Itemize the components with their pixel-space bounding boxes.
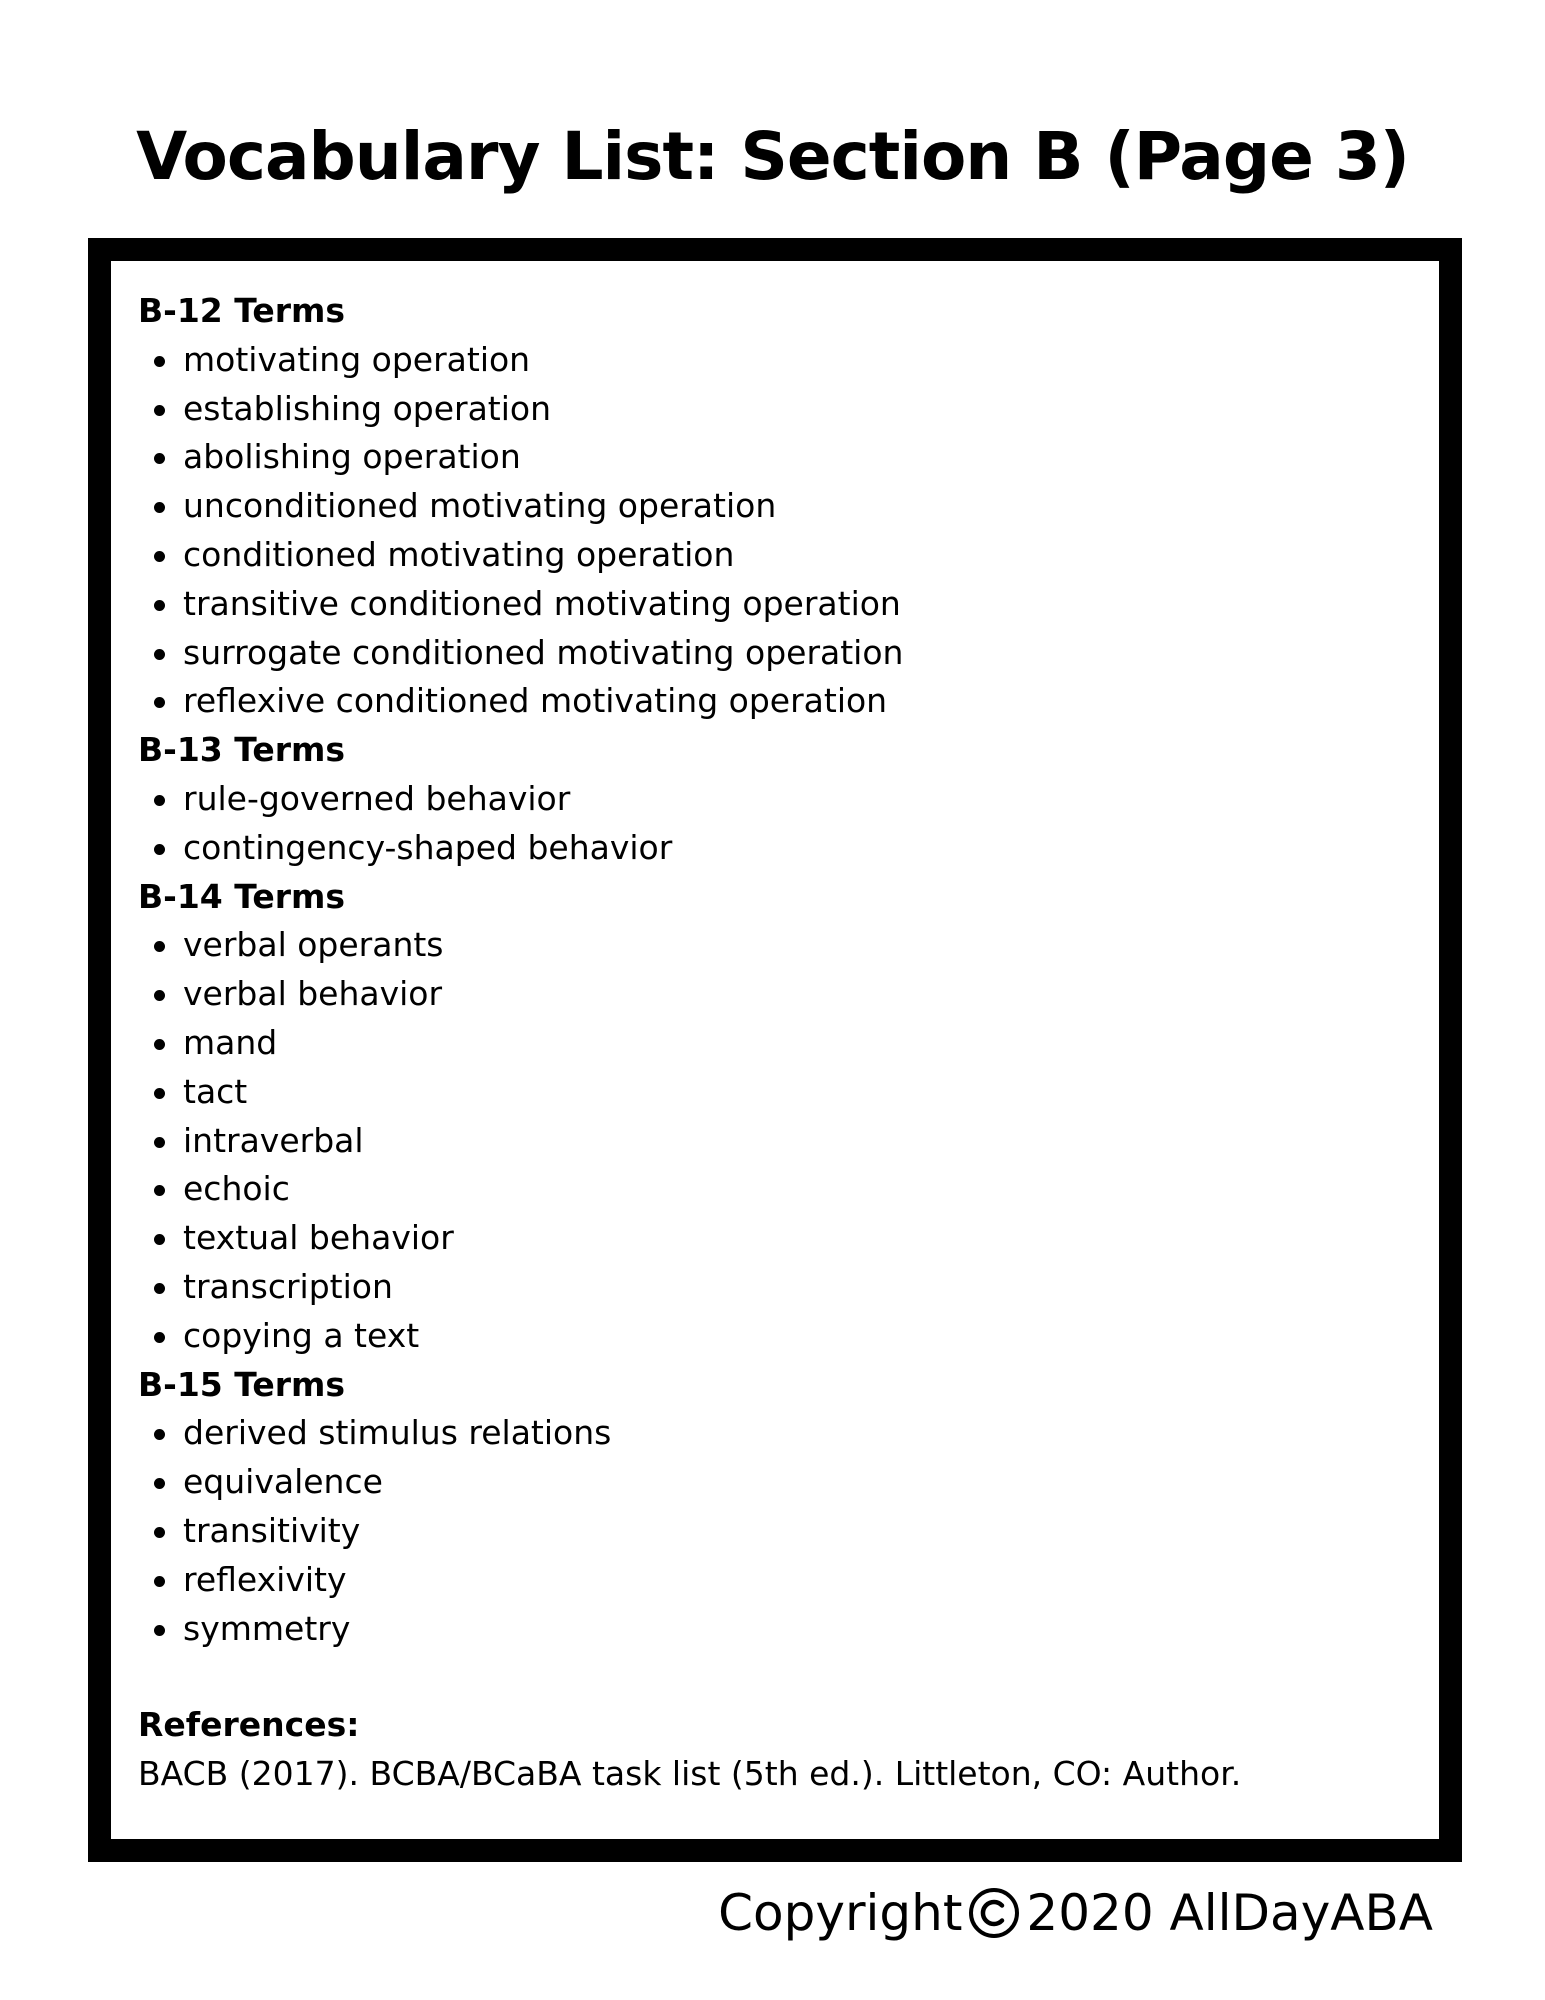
- sections-container: [138, 287, 1419, 1653]
- term-item: symmetry: [138, 1605, 1419, 1654]
- section-heading: B-12 Terms: [138, 291, 346, 330]
- term-list: [138, 336, 1419, 726]
- references-block: [138, 1701, 1419, 1799]
- term-item: intraverbal: [138, 1117, 1419, 1166]
- term-item: rule-governed behavior: [138, 775, 1419, 824]
- copyright-icon: [968, 1887, 1020, 1939]
- term-item: contingency-shaped behavior: [138, 824, 1419, 873]
- copyright-prefix: Copyright: [718, 1884, 963, 1942]
- section-heading: B-14 Terms: [138, 876, 346, 916]
- term-item: verbal operants: [138, 921, 1419, 970]
- term-item: motivating operation: [138, 336, 1419, 385]
- term-item: transitivity: [138, 1507, 1419, 1556]
- references-text: BACB (2017). BCBA/BCaBA task list (5th ed.). Littleton, CO: Author.: [138, 1754, 1242, 1794]
- term-item: conditioned motivating operation: [138, 531, 1419, 580]
- term-item: verbal behavior: [138, 970, 1419, 1019]
- term-item: transitive conditioned motivating operation: [138, 580, 1419, 629]
- term-item: surrogate conditioned motivating operation: [138, 629, 1419, 678]
- copyright-notice: [718, 1878, 1433, 1948]
- term-item: textual behavior: [138, 1214, 1419, 1263]
- term-item: reflexive conditioned motivating operation: [138, 677, 1419, 726]
- term-item: reflexivity: [138, 1556, 1419, 1605]
- term-item: derived stimulus relations: [138, 1409, 1419, 1458]
- term-item: abolishing operation: [138, 433, 1419, 482]
- term-list: [138, 1409, 1419, 1653]
- term-list: [138, 921, 1419, 1360]
- term-item: unconditioned motivating operation: [138, 482, 1419, 531]
- vocabulary-content: [138, 287, 1419, 1799]
- page-title: Vocabulary List: Section B (Page 3): [136, 118, 1409, 195]
- term-item: establishing operation: [138, 385, 1419, 434]
- copyright-suffix: 2020 AllDayABA: [1026, 1884, 1433, 1942]
- term-item: mand: [138, 1019, 1419, 1068]
- term-item: equivalence: [138, 1458, 1419, 1507]
- term-item: echoic: [138, 1165, 1419, 1214]
- section-heading: B-13 Terms: [138, 730, 346, 770]
- section-heading: B-15 Terms: [138, 1364, 346, 1404]
- term-list: [138, 775, 1419, 873]
- vocabulary-box: [88, 238, 1462, 1862]
- term-item: transcription: [138, 1263, 1419, 1312]
- term-item: copying a text: [138, 1312, 1419, 1361]
- references-heading: References:: [138, 1705, 360, 1745]
- term-item: tact: [138, 1068, 1419, 1117]
